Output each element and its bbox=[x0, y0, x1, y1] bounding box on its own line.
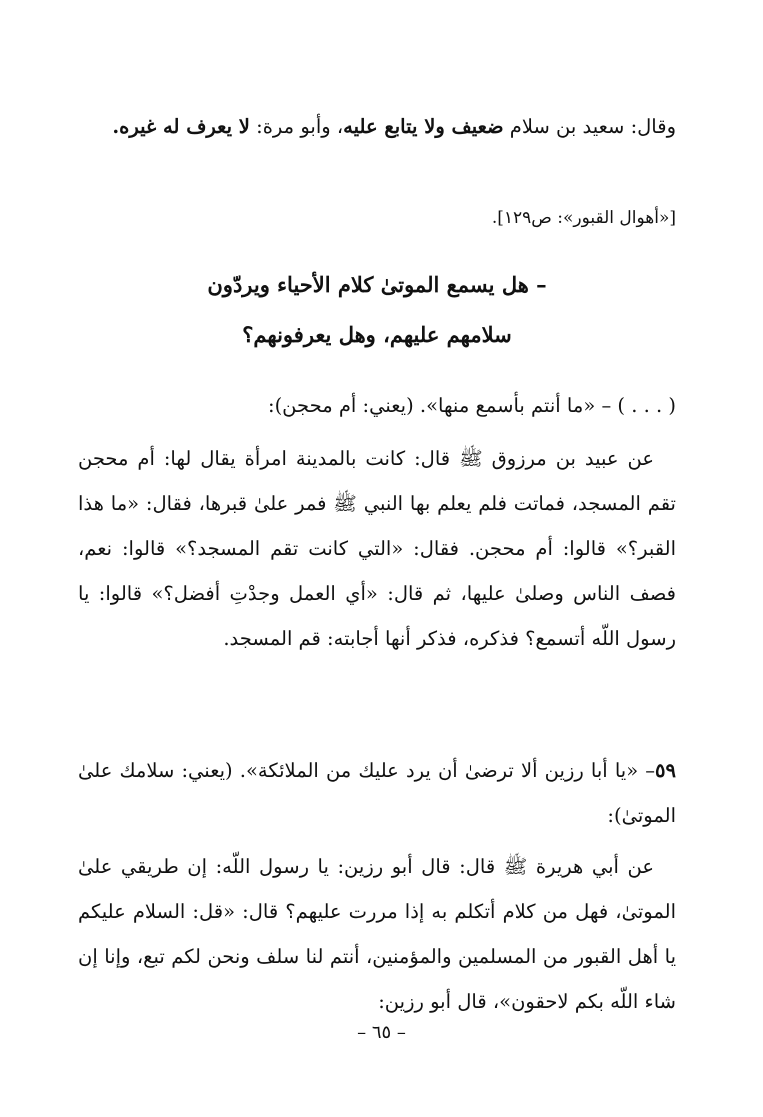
page-number: – ٦٥ – bbox=[357, 1022, 406, 1043]
intro-bold-weak: ضعيف ولا يتابع عليه bbox=[343, 115, 504, 138]
hadith-59 bbox=[78, 748, 676, 838]
intro-bold-unknown: لا يعرف له غيره. bbox=[112, 115, 250, 138]
heading-line-1: – هل يسمع الموتىٰ كلام الأحياء ويردّون bbox=[207, 272, 547, 297]
hadith-1-title: ( . . . ) – «ما أنتم بأسمع منها». (يعني: أم محجن): bbox=[268, 394, 676, 417]
intro-text-2: ، وأبو مرة: bbox=[249, 115, 344, 138]
heading-line-2: سلامهم عليهم، وهل يعرفونهم؟ bbox=[242, 322, 512, 347]
hadith-1-body: عن عبيد بن مرزوق ﷺ قال: كانت بالمدينة امرأة يقال لها: أم محجن تقم المسجد، فماتت فلم يعلم بها النبي ﷺ فمر علىٰ قبرها، فقال: «ما هذا القبر؟» قالوا: أم محجن. فقال: «التي كانت تقم المسجد؟» قالوا: نعم، فصف الناس وصلىٰ عليها، ثم قال: «أي العمل وجدْتِ أفضل؟» قالوا: يا رسول اللّه أتسمع؟ فذكره، فذكر أنها أجابته: قم المسجد. bbox=[78, 447, 676, 650]
narrator-assessment bbox=[78, 104, 676, 149]
hadith-59-number: ٥٩ bbox=[655, 759, 676, 782]
intro-text: وقال: سعيد بن سلام bbox=[503, 115, 676, 138]
section-heading bbox=[78, 260, 676, 360]
hadith-59-title: – «يا أبا رزين ألا ترضىٰ أن يرد عليك من الملائكة». (يعني: سلامك علىٰ الموتىٰ): bbox=[78, 759, 676, 827]
source-reference: [«أهوال القبور»: ص١٢٩]. bbox=[491, 208, 676, 228]
hadith-59-body: عن أبي هريرة ﷺ قال: قال أبو رزين: يا رسول اللّه: إن طريقي علىٰ الموتىٰ، فهل من كلام أتكلم به إذا مررت عليهم؟ قال: «قل: السلام عليكم يا أهل القبور من المسلمين والمؤمنين، أنتم لنا سلف ونحن لكم تبع، وإنا إن شاء اللّه بكم لاحقون»، قال أبو رزين: bbox=[78, 855, 676, 1013]
